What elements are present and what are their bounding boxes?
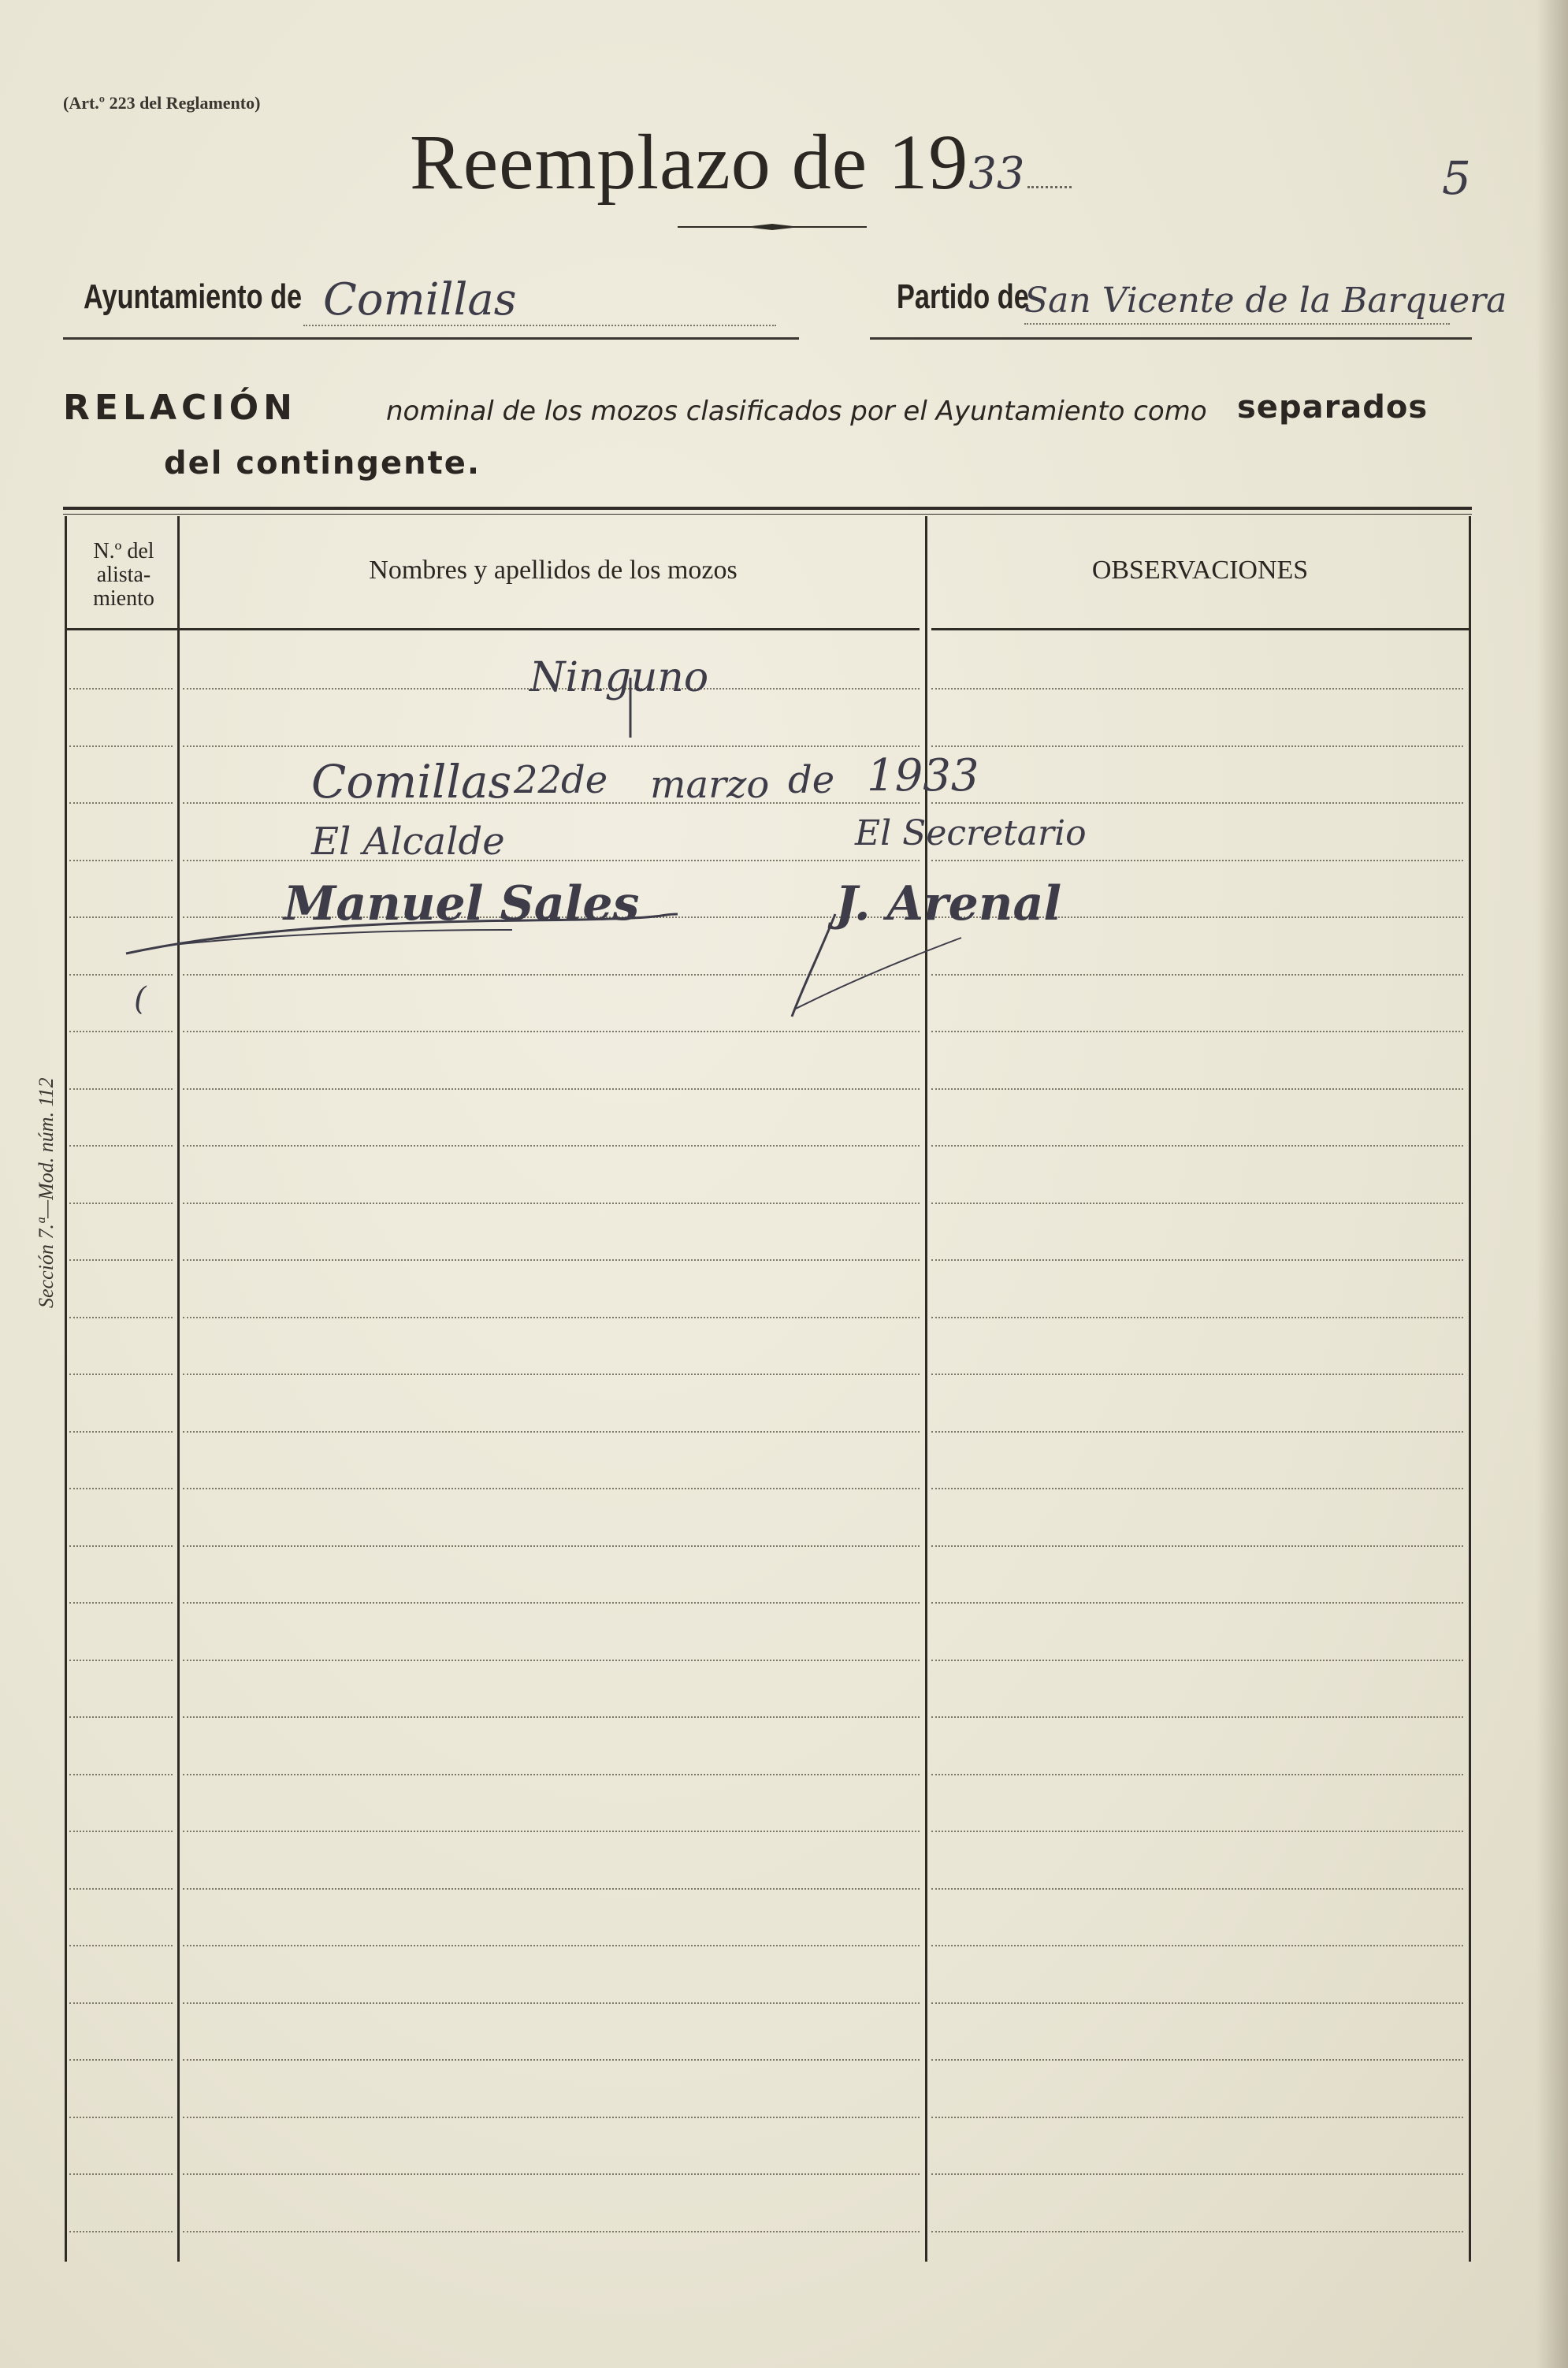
table-row-line xyxy=(69,1317,173,1318)
table-row-line xyxy=(69,2117,173,2118)
partido-dotline xyxy=(1024,323,1450,325)
table-border-left xyxy=(65,516,67,2262)
table-row-line xyxy=(183,1259,920,1261)
relacion-line2: del contingente. xyxy=(164,445,481,481)
table-row-line xyxy=(183,1888,920,1890)
alcalde-signature-flourish xyxy=(118,898,686,961)
table-row-line xyxy=(183,2173,920,2175)
table-row-line xyxy=(69,1259,173,1261)
table-row-line xyxy=(931,974,1463,976)
table-row-line xyxy=(931,1374,1463,1375)
table-row-line xyxy=(69,1774,173,1775)
header-bottom-left xyxy=(65,628,920,630)
sign-year: 1933 xyxy=(867,750,979,801)
table-row-line xyxy=(183,802,920,804)
table-row-line xyxy=(69,1031,173,1032)
table-row-line xyxy=(183,1145,920,1147)
table-row-line xyxy=(931,1488,1463,1489)
table-divider-num xyxy=(177,516,180,2262)
article-reference: (Art.º 223 del Reglamento) xyxy=(63,93,261,113)
table-row-line xyxy=(931,1774,1463,1775)
header-nombres: Nombres y apellidos de los mozos xyxy=(369,556,738,585)
title-year-dots xyxy=(1027,186,1072,188)
table-row-line xyxy=(183,2059,920,2061)
table-row-line xyxy=(183,2231,920,2232)
table-row-line xyxy=(183,1088,920,1090)
alcalde-title: El Alcalde xyxy=(311,820,505,864)
table-row-line xyxy=(69,1945,173,1946)
heading-rule-thin xyxy=(63,514,1472,515)
table-row-line xyxy=(183,1374,920,1375)
table-row-line xyxy=(931,1203,1463,1204)
table-row-line xyxy=(69,802,173,804)
table-row-line xyxy=(931,1945,1463,1946)
table-row-line xyxy=(931,2231,1463,2232)
table-row-line xyxy=(931,1545,1463,1547)
relacion-bold-word: separados xyxy=(1237,389,1429,426)
table-row-line xyxy=(69,1374,173,1375)
table-row-line xyxy=(931,1088,1463,1090)
ayuntamiento-value: Comillas xyxy=(323,274,517,325)
table-row-line xyxy=(69,2231,173,2232)
table-row-line xyxy=(69,1203,173,1204)
table-row-line xyxy=(931,2117,1463,2118)
sign-day: 22 xyxy=(514,758,563,802)
table-row-line xyxy=(931,1259,1463,1261)
sign-de1: de xyxy=(561,758,608,802)
table-row-line xyxy=(183,1431,920,1433)
relacion-heading: RELACIÓN xyxy=(63,388,297,428)
table-border-right xyxy=(1469,516,1471,2262)
partido-label: Partido de xyxy=(897,277,1029,316)
header-bottom-right xyxy=(931,628,1469,630)
heading-rule-thick xyxy=(63,507,1472,510)
table-row-line xyxy=(183,1660,920,1661)
table-row-line xyxy=(931,1317,1463,1318)
table-row-line xyxy=(69,1831,173,1832)
table-row-line xyxy=(69,1431,173,1433)
table-row-line xyxy=(69,688,173,690)
partido-value: San Vicente de la Barquera xyxy=(1024,281,1507,321)
partido-underline xyxy=(870,337,1472,340)
table-row-line xyxy=(183,1317,920,1318)
relacion-text: nominal de los mozos clasificados por el Ayuntamiento como xyxy=(386,396,1207,427)
table-row-line xyxy=(183,1831,920,1832)
ayuntamiento-underline xyxy=(63,337,799,340)
table-row-line xyxy=(183,1945,920,1946)
sign-month: marzo xyxy=(650,763,770,807)
table-row-line xyxy=(69,745,173,747)
secretario-signature: J. Arenal xyxy=(835,876,1062,931)
table-row-line xyxy=(69,2002,173,2004)
table-row-line xyxy=(931,1888,1463,1890)
table-row-line xyxy=(183,745,920,747)
entry-stroke xyxy=(626,678,634,741)
table-row-line xyxy=(69,860,173,861)
table-row-line xyxy=(931,1660,1463,1661)
table-row-line xyxy=(183,1203,920,1204)
page-title xyxy=(410,117,1072,207)
ayuntamiento-label: Ayuntamiento de xyxy=(84,277,303,316)
table-row-line xyxy=(183,1488,920,1489)
secretario-title: El Secretario xyxy=(855,813,1087,853)
corner-handwritten-mark: 5 xyxy=(1442,151,1471,205)
table-row-line xyxy=(69,1602,173,1604)
table-row-line xyxy=(931,1716,1463,1718)
secretario-signature-flourish xyxy=(780,906,985,1024)
side-note: Sección 7.ª—Mod. núm. 112 xyxy=(35,1077,58,1308)
table-row-line xyxy=(931,1602,1463,1604)
table-row-line xyxy=(69,974,173,976)
table-row-line xyxy=(931,2002,1463,2004)
table-row-line xyxy=(69,1660,173,1661)
table-row-line xyxy=(183,1716,920,1718)
page-edge-shadow xyxy=(1536,0,1568,2368)
header-num-alistamiento: N.º del alista- miento xyxy=(93,539,154,611)
table-row-line xyxy=(183,1774,920,1775)
table-row-line xyxy=(931,860,1463,861)
ayuntamiento-dotline xyxy=(303,325,776,326)
table-row-line xyxy=(69,1145,173,1147)
sign-de2: de xyxy=(788,758,835,802)
table-row-line xyxy=(183,860,920,861)
table-row-line xyxy=(183,2117,920,2118)
table-row-line xyxy=(931,1831,1463,1832)
table-row-line xyxy=(931,1031,1463,1032)
table-row-line xyxy=(69,1488,173,1489)
table-row-line xyxy=(183,1602,920,1604)
margin-mark: ( xyxy=(134,981,147,1017)
table-row-line xyxy=(69,2173,173,2175)
table-row-line xyxy=(931,2173,1463,2175)
alcalde-signature: Manuel Sales xyxy=(284,876,640,931)
table-row-line xyxy=(183,1545,920,1547)
table-row-line xyxy=(69,2059,173,2061)
table-row-line xyxy=(183,1031,920,1032)
table-row-line xyxy=(69,1088,173,1090)
table-row-line xyxy=(931,688,1463,690)
header-observaciones: OBSERVACIONES xyxy=(1091,556,1309,585)
table-row-line xyxy=(931,802,1463,804)
sign-place: Comillas xyxy=(311,755,512,809)
table-row-line xyxy=(931,745,1463,747)
table-row-line xyxy=(931,1431,1463,1433)
table-row-line xyxy=(931,1145,1463,1147)
title-text: Reemplazo de 19 xyxy=(410,118,969,206)
title-ornament xyxy=(678,223,867,231)
table-row-line xyxy=(183,2002,920,2004)
table-row-line xyxy=(931,2059,1463,2061)
table-row-line xyxy=(69,1716,173,1718)
table-row-line xyxy=(69,1888,173,1890)
entry-ninguno: Ninguno xyxy=(529,654,709,701)
title-year-handwritten: 33 xyxy=(968,148,1025,199)
table-row-line xyxy=(69,1545,173,1547)
